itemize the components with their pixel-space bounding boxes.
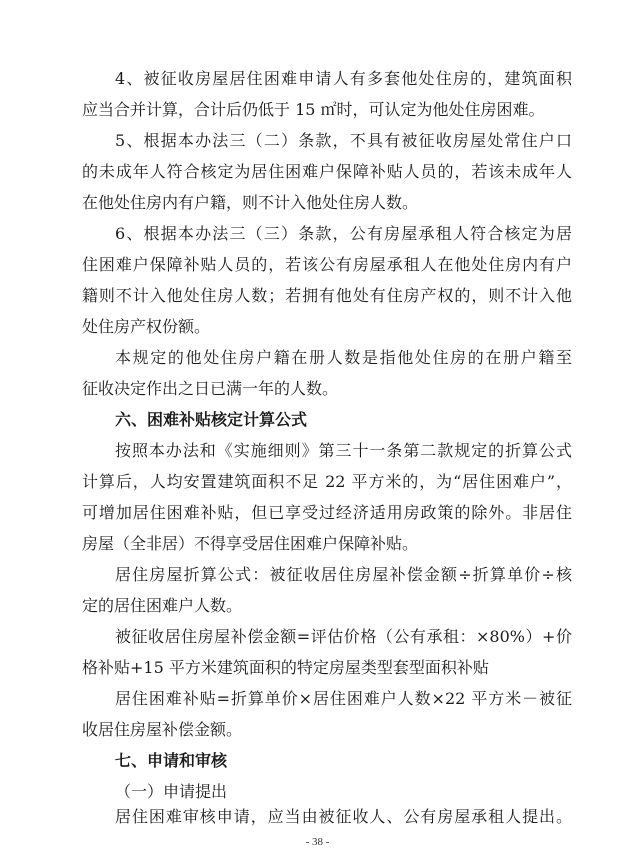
paragraph-line: 计算后，人均安置建筑面积不足 22 平方米的，为“居住困难户”， [82,472,572,491]
paragraph-line: 房屋（全非居）不得享受居住困难户保障补贴。 [82,534,419,553]
paragraph-line: 定的居住困难户人数。 [82,596,243,615]
page-number: - 38 - [305,836,330,848]
paragraph-line: 住困难户保障补贴人员的，若该公有房屋承租人在他处住房内有户 [82,255,572,274]
paragraph-line: 可增加居住困难补贴，但已享受过经济适用房政策的除外。非居住 [82,503,572,522]
subsection-heading: （一）申请提出 [115,782,228,801]
paragraph-line: 居住困难补贴=折算单价×居住困难户人数×22 平方米－被征 [115,689,572,708]
paragraph-line: 被征收居住房屋补偿金额=评估价格（公有承租：×80%）+价 [115,627,572,646]
paragraph-line: 在他处住房内有户籍，则不计入他处住房人数。 [82,193,419,212]
paragraph-line: 处住房产权份额。 [82,317,211,336]
paragraph-line: 6、根据本办法三（三）条款，公有房屋承租人符合核定为居 [115,224,572,243]
paragraph-line: 4、被征收房屋居住困难申请人有多套他处住房的，建筑面积 [115,69,572,88]
paragraph-line: 按照本办法和《实施细则》第三十一条第二款规定的折算公式 [115,441,572,460]
paragraph-line: 居住房屋折算公式：被征收居住房屋补偿金额÷折算单价÷核 [115,565,572,584]
paragraph-line: 5、根据本办法三（二）条款，不具有被征收房屋处常住户口 [115,131,572,150]
section-heading: 七、申请和审核 [115,751,228,770]
paragraph-line: 格补贴+15 平方米建筑面积的特定房屋类型套型面积补贴 [82,658,489,677]
paragraph-line: 的未成年人符合核定为居住困难户保障补贴人员的，若该未成年人 [82,162,572,181]
paragraph-line: 居住困难审核申请，应当由被征收人、公有房屋承租人提出。 [115,807,572,826]
paragraph-line: 应当合并计算，合计后仍低于 15 ㎡时，可认定为他处住房困难。 [82,100,545,119]
paragraph-line: 收居住房屋补偿金额。 [82,720,243,739]
paragraph-line: 籍则不计入他处住房人数；若拥有他处有住房产权的，则不计入他 [82,286,572,305]
section-heading: 六、困难补贴核定计算公式 [115,410,308,429]
paragraph-line: 征收决定作出之日已满一年的人数。 [82,379,339,398]
paragraph-line: 本规定的他处住房户籍在册人数是指他处住房的在册户籍至 [115,348,572,367]
